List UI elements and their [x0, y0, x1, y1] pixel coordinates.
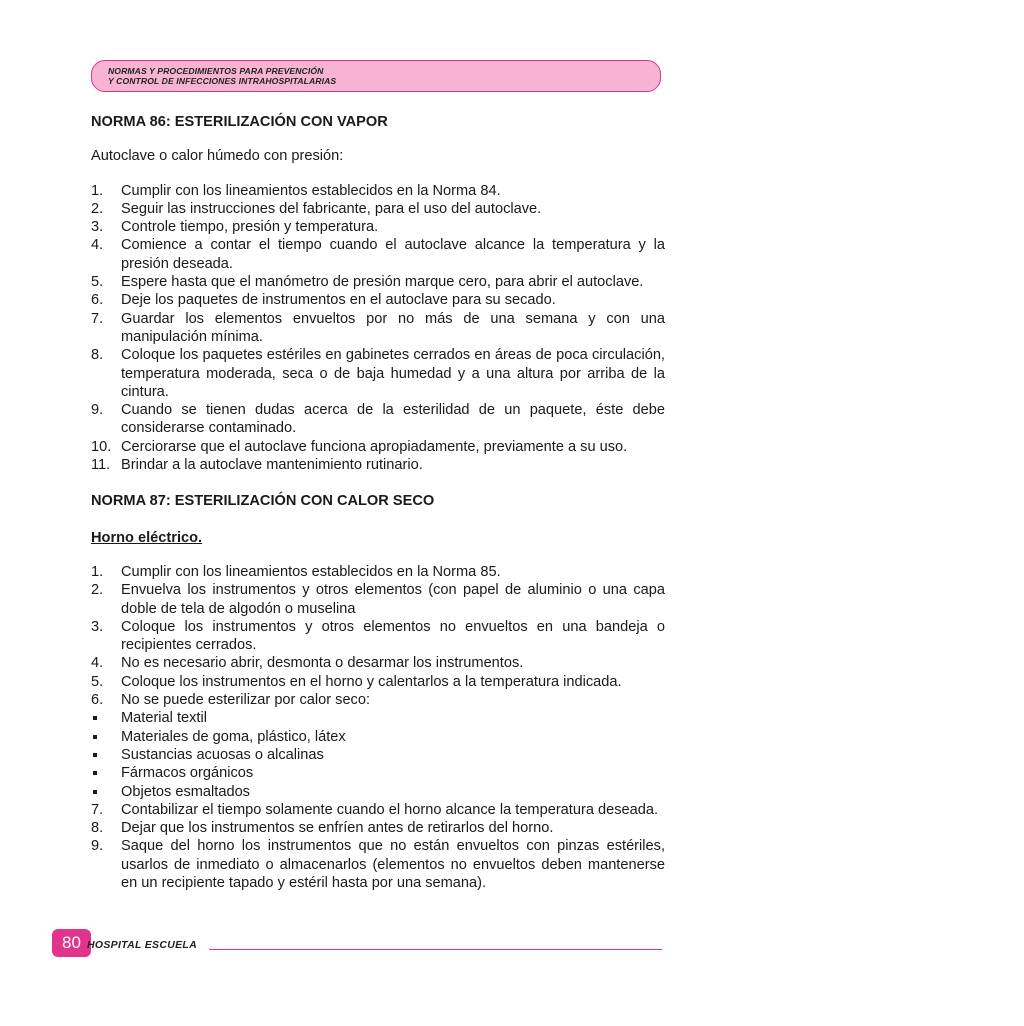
list-item-text: Coloque los instrumentos en el horno y calentarlos a la temperatura indicada. — [121, 673, 622, 690]
list-item — [91, 401, 665, 438]
list-item-number: 3. — [91, 618, 104, 635]
list-item-number: 9. — [91, 402, 104, 419]
square-bullet-icon — [93, 790, 97, 794]
list-item-number: 1. — [91, 563, 104, 580]
list-item — [91, 291, 665, 309]
footer-rule — [209, 949, 662, 950]
list-item-number: 5. — [91, 673, 104, 690]
norma87-subtitle — [91, 529, 665, 547]
header-line-2: Y CONTROL DE INFECCIONES INTRAHOSPITALARIAS — [108, 76, 337, 86]
list-item — [91, 819, 665, 837]
list-item-number: 9. — [91, 838, 104, 855]
list-item-text: Cuando se tienen dudas acerca de la esterilidad de un paquete, éste debe considerarse contaminado. — [121, 402, 665, 437]
bullet-item-text: Fármacos orgánicos — [121, 765, 254, 782]
list-item-number: 6. — [91, 292, 104, 309]
list-item — [91, 456, 665, 474]
bullet-item — [91, 709, 665, 727]
list-item-text: Cumplir con los lineamientos establecidos en la Norma 85. — [121, 563, 501, 580]
list-item-text: Controle tiempo, presión y temperatura. — [121, 219, 379, 236]
norma86-intro: Autoclave o calor húmedo con presión: — [91, 148, 344, 165]
list-item-number: 4. — [91, 237, 104, 254]
list-item — [91, 438, 665, 456]
bullet-item-text: Objetos esmaltados — [121, 783, 250, 800]
square-bullet-icon — [93, 735, 97, 739]
list-item-text: No es necesario abrir, desmonta o desarmar los instrumentos. — [121, 655, 524, 672]
square-bullet-icon — [93, 753, 97, 757]
list-item — [91, 273, 665, 291]
list-item-text: Cumplir con los lineamientos establecidos en la Norma 84. — [121, 182, 501, 199]
list-item-number: 6. — [91, 692, 104, 709]
list-item — [91, 837, 665, 892]
list-item-text: Deje los paquetes de instrumentos en el autoclave para su secado. — [121, 292, 556, 309]
page-number-badge: 80 — [52, 929, 91, 957]
list-item — [91, 618, 665, 655]
list-item-number: 2. — [91, 582, 104, 599]
norma87-title: NORMA 87: ESTERILIZACIÓN CON CALOR SECO — [91, 493, 435, 510]
list-item-text: Coloque los paquetes estériles en gabinetes cerrados en áreas de poca circulación, temperatura moderada, seca o de baja humedad y a una altura por arriba de la cintura. — [121, 347, 665, 400]
list-item-number: 7. — [91, 310, 104, 327]
list-item-number: 5. — [91, 274, 104, 291]
list-item — [91, 236, 665, 273]
list-item — [91, 182, 665, 200]
bullet-item — [91, 728, 665, 746]
page-footer — [52, 929, 664, 959]
page-content — [91, 113, 665, 892]
list-item-text: Dejar que los instrumentos se enfríen antes de retirarlos del horno. — [121, 820, 554, 837]
list-item-text: Espere hasta que el manómetro de presión marque cero, para abrir el autoclave. — [121, 274, 644, 291]
norma86-title: NORMA 86: ESTERILIZACIÓN CON VAPOR — [91, 114, 388, 130]
list-item-text: Guardar los elementos envueltos por no más de una semana y con una manipulación mínima. — [121, 310, 665, 345]
list-item-text: Envuelva los instrumentos y otros elementos (con papel de aluminio o una capa doble de tela de algodón o muselina — [121, 582, 665, 617]
list-item — [91, 654, 665, 672]
norma87-bullet-list — [91, 709, 665, 800]
list-item-number: 10. — [91, 438, 112, 455]
norma87-subtitle-text: Horno eléctrico — [91, 529, 199, 546]
square-bullet-icon — [93, 771, 97, 775]
header-line-1: NORMAS Y PROCEDIMIENTOS PARA PREVENCIÓN — [108, 66, 324, 76]
norma87-subtitle-period: . — [198, 529, 203, 546]
bullet-item — [91, 783, 665, 801]
list-item — [91, 310, 665, 347]
list-item-text: No se puede esterilizar por calor seco: — [121, 692, 371, 709]
list-item-text: Contabilizar el tiempo solamente cuando el horno alcance la temperatura deseada. — [121, 801, 659, 818]
header-banner — [91, 60, 661, 92]
bullet-item-text: Material textil — [121, 710, 207, 727]
bullet-item — [91, 746, 665, 764]
list-item — [91, 801, 665, 819]
bullet-item-text: Sustancias acuosas o alcalinas — [121, 746, 324, 763]
bullet-item — [91, 764, 665, 782]
footer-label: HOSPITAL ESCUELA — [87, 939, 198, 951]
list-item — [91, 218, 665, 236]
list-item — [91, 563, 665, 581]
list-item — [91, 346, 665, 401]
list-item-text: Seguir las instrucciones del fabricante, para el uso del autoclave. — [121, 200, 542, 217]
list-item — [91, 200, 665, 218]
list-item-number: 8. — [91, 347, 104, 364]
list-item-text: Coloque los instrumentos y otros elementos no envueltos en una bandeja o recipientes cerrados. — [121, 618, 665, 654]
list-item — [91, 673, 665, 691]
list-item-text: Comience a contar el tiempo cuando el autoclave alcance la temperatura y la presión deseada. — [121, 237, 665, 272]
norma86-list — [91, 182, 665, 475]
list-item-number: 3. — [91, 219, 104, 236]
list-item-number: 11. — [91, 457, 111, 474]
list-item-number: 2. — [91, 200, 104, 217]
list-item — [91, 581, 665, 618]
list-item-number: 8. — [91, 820, 104, 837]
list-item-text: Brindar a la autoclave mantenimiento rutinario. — [121, 457, 423, 474]
list-item — [91, 691, 665, 709]
list-item-text: Cerciorarse que el autoclave funciona apropiadamente, previamente a su uso. — [121, 438, 628, 455]
list-item-number: 1. — [91, 182, 104, 199]
norma87-list — [91, 563, 665, 709]
list-item-text: Saque del horno los instrumentos que no están envueltos con pinzas estériles, usarlos de inmediato o almacenarlos (elementos no envueltos deben mantenerse en un recipiente tapado y estéril hasta por una semana). — [121, 838, 665, 891]
list-item-number: 7. — [91, 801, 104, 818]
square-bullet-icon — [93, 716, 97, 720]
list-item-number: 4. — [91, 655, 104, 672]
norma87-list-continued — [91, 801, 665, 892]
bullet-item-text: Materiales de goma, plástico, látex — [121, 728, 346, 745]
